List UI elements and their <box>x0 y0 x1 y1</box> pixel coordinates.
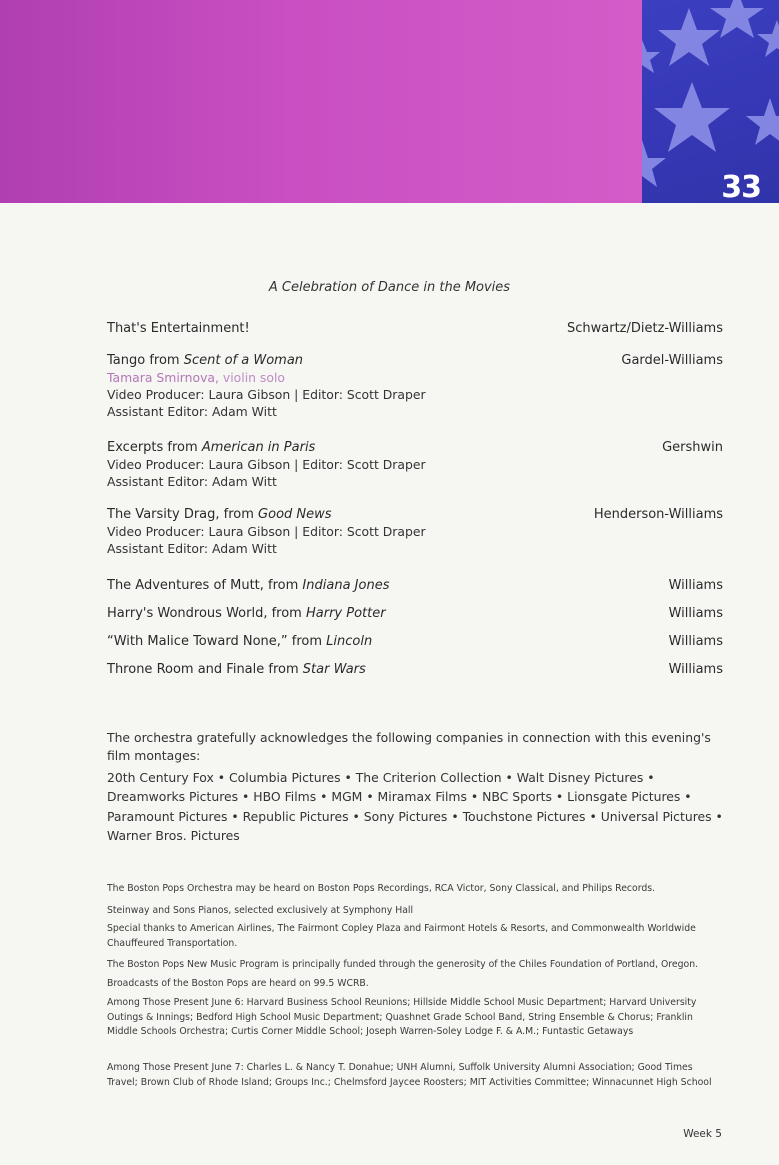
piece-composer: Williams <box>668 634 723 649</box>
piece-title: The Adventures of Mutt, from Indiana Jones <box>107 578 390 593</box>
editor-credit: Assistant Editor: Adam Witt <box>107 541 277 556</box>
banner-star-panel <box>642 0 779 203</box>
star-icon <box>654 82 730 152</box>
header-banner <box>0 0 779 203</box>
acknowledgement-intro: The orchestra gratefully acknowledges the following companies in connection with this evening's film montages: <box>107 730 711 763</box>
editor-credit: Assistant Editor: Adam Witt <box>107 404 277 419</box>
star-icon <box>746 98 779 145</box>
soloist-line: Tamara Smirnova, violin solo <box>107 370 285 385</box>
program-item <box>107 661 723 678</box>
video-credit: Video Producer: Laura Gibson | Editor: Scott Draper <box>107 387 426 402</box>
company-line: Warner Bros. Pictures <box>107 827 240 843</box>
piece-composer: Henderson-Williams <box>593 507 723 522</box>
star-icon <box>757 20 779 57</box>
note-broadcasts: Broadcasts of the Boston Pops are heard on 99.5 WCRB. <box>107 978 369 989</box>
program-item <box>107 439 723 490</box>
piece-title: The Varsity Drag, from Good News <box>107 507 332 522</box>
video-credit: Video Producer: Laura Gibson | Editor: Scott Draper <box>107 524 426 539</box>
note-new-music: The Boston Pops New Music Program is principally funded through the generosity of the Chiles Foundation of Portland, Oregon. <box>107 959 699 970</box>
piece-title: Throne Room and Finale from Star Wars <box>107 662 366 677</box>
piece-title: Excerpts from American in Paris <box>107 440 316 455</box>
footer-week: Week 5 <box>683 1128 722 1140</box>
piece-title: Tango from Scent of a Woman <box>107 353 304 368</box>
program-title: A Celebration of Dance in the Movies <box>268 280 511 295</box>
star-icon <box>642 140 666 187</box>
company-list <box>107 768 723 845</box>
program-item <box>107 605 723 622</box>
program-item <box>107 320 723 337</box>
star-icon <box>658 8 720 66</box>
piece-composer: Williams <box>668 662 723 677</box>
program-item <box>107 577 723 594</box>
program-item <box>107 352 723 420</box>
company-line: Dreamworks Pictures • HBO Films • MGM • Miramax Films • NBC Sports • Lionsgate Pictures • <box>107 789 692 805</box>
program-item <box>107 506 723 557</box>
piece-composer: Williams <box>668 578 723 593</box>
piece-composer: Gershwin <box>662 440 723 455</box>
piece-composer: Gardel-Williams <box>621 353 723 368</box>
note-present-june6: Among Those Present June 6: Harvard Business School Reunions; Hillside Middle School Music Department; Harvard University Outings & Innings; Bedford High School Music Department; Quashnet Grade School Band, String Ensemble & Chorus; Franklin Middle Schools Orchestra; Curtis Corner Middle School; Joseph Warren-Soley Lodge F. & A.M.; Funtastic Getaways <box>107 997 697 1037</box>
piece-title: That's Entertainment! <box>107 321 250 336</box>
note-recordings: The Boston Pops Orchestra may be heard on Boston Pops Recordings, RCA Victor, Sony Classical, and Philips Records. <box>107 883 656 894</box>
company-line: Paramount Pictures • Republic Pictures • Sony Pictures • Touchstone Pictures • Universal Pictures • <box>107 808 723 824</box>
editor-credit: Assistant Editor: Adam Witt <box>107 474 277 489</box>
note-pianos: Steinway and Sons Pianos, selected exclusively at Symphony Hall <box>107 905 414 916</box>
piece-title: Harry's Wondrous World, from Harry Potter <box>107 606 386 621</box>
company-line: 20th Century Fox • Columbia Pictures • The Criterion Collection • Walt Disney Pictures • <box>107 770 655 785</box>
piece-composer: Schwartz/Dietz-Williams <box>566 321 723 336</box>
video-credit: Video Producer: Laura Gibson | Editor: Scott Draper <box>107 457 426 472</box>
piece-composer: Williams <box>668 606 723 621</box>
note-present-june7: Among Those Present June 7: Charles L. & Nancy T. Donahue; UNH Alumni, Suffolk University Alumni Association; Good Times Travel; Brown Club of Rhode Island; Groups Inc.; Chelmsford Jaycee Roosters; MIT Activities Committee; Winnacunnet High School <box>107 1062 712 1088</box>
program-item <box>107 633 723 650</box>
star-icon <box>642 40 660 73</box>
note-thanks: Special thanks to American Airlines, The Fairmont Copley Plaza and Fairmont Hotels & Resorts, and Commonwealth Worldwide Chauffeured Transportation. <box>107 923 696 949</box>
banner-pink-panel <box>0 0 642 203</box>
star-icon <box>710 0 764 38</box>
piece-title: “With Malice Toward None,” from Lincoln <box>107 634 373 649</box>
page-number: 33 <box>721 170 761 203</box>
